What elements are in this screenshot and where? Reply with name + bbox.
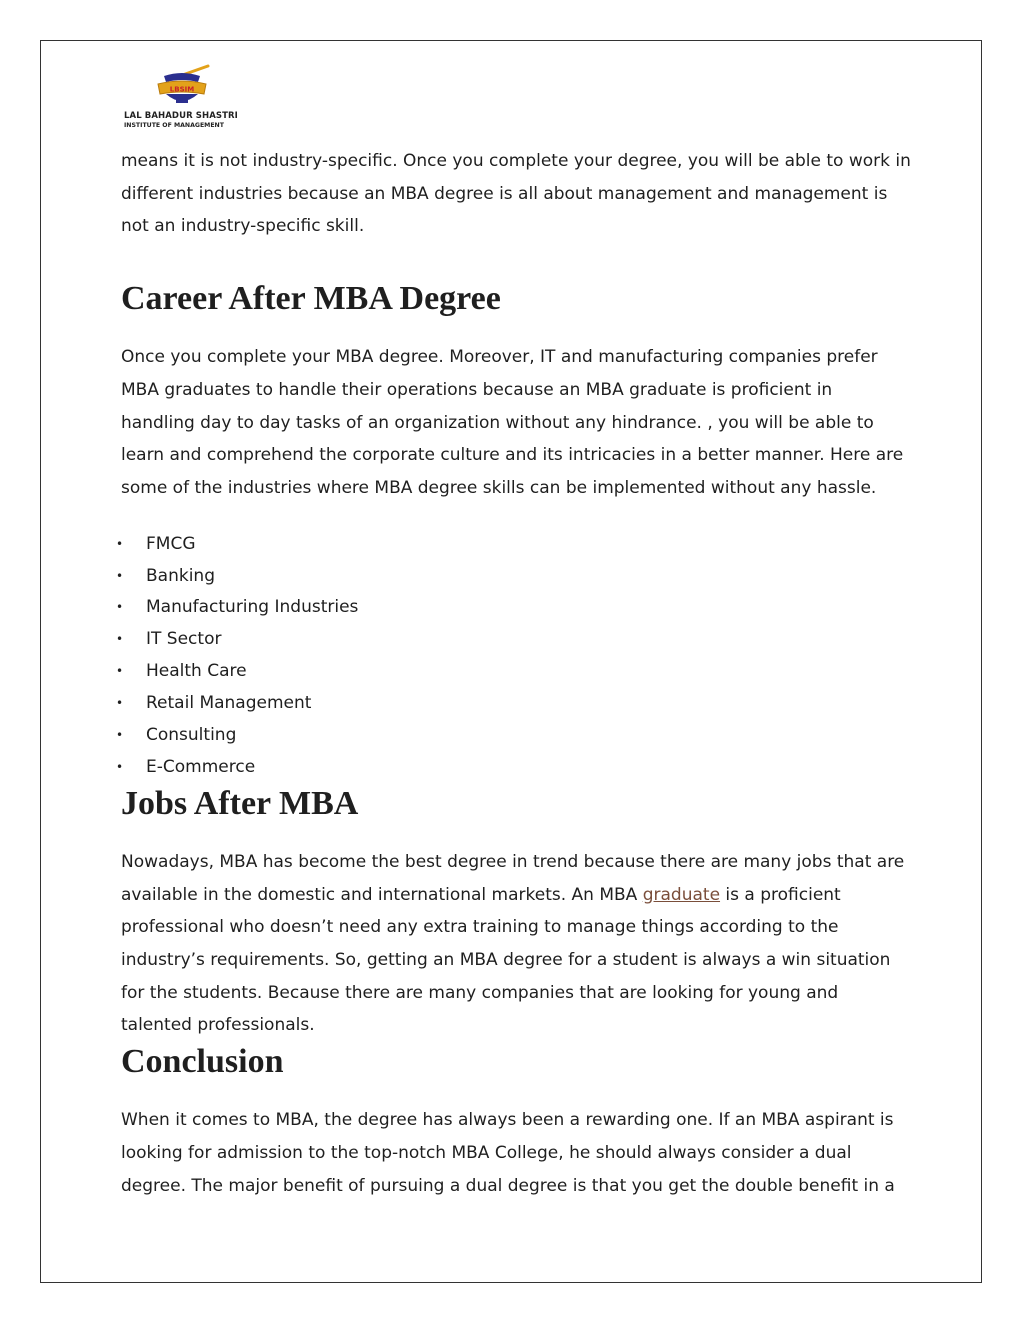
bullet-icon: • <box>116 632 124 647</box>
career-paragraph: Once you complete your MBA degree. Moreover, IT and manufacturing companies prefer MBA graduates to handle their operations because an MBA graduate is proficient in handling day to day tasks of an organization without any hindrance. , you will be able to learn and comprehend the corporate culture and its intricacies in a better manner. Here are some of the industries where MBA degree skills can be implemented without any hassle. <box>121 347 904 498</box>
institute-logo <box>124 64 240 134</box>
bullet-icon: • <box>116 568 124 583</box>
list-item: • Manufacturing Industries <box>121 592 911 624</box>
list-item: • Health Care <box>121 656 911 688</box>
list-item: • Retail Management <box>121 688 911 720</box>
heading-career-after-mba: Career After MBA Degree <box>121 280 501 318</box>
intro-paragraph: means it is not industry-specific. Once you complete your degree, you will be able to work in different industries because an MBA degree is all about management and management is not an industry-specific skill. <box>121 151 911 237</box>
bullet-icon: • <box>116 664 124 679</box>
emblem-text: LBSIM <box>169 85 195 94</box>
logo-line-1: LAL BAHADUR SHASTRI <box>124 111 238 121</box>
list-item: • IT Sector <box>121 624 911 656</box>
logo-wordmark <box>124 111 238 131</box>
bullet-icon: • <box>116 728 124 743</box>
bullet-icon: • <box>116 600 124 615</box>
jobs-paragraph: Nowadays, MBA has become the best degree in trend because there are many jobs that are available in the domestic and international markets. An MBA graduate is a proficient professional who doesn’t need any extra training to manage things according to the industry’s requirements. So, getting an MBA degree for a student is always a win situation for the students. Because there are many companies that are looking for young and talented professionals. <box>121 851 905 1036</box>
list-item: • FMCG <box>121 529 911 561</box>
bullet-icon: • <box>116 536 124 551</box>
conclusion-paragraph: When it comes to MBA, the degree has always been a rewarding one. If an MBA aspirant is looking for admission to the top-notch MBA College, he should always consider a dual degree. The major benefit of pursuing a dual degree is that you get the double benefit in a <box>121 1110 895 1196</box>
heading-jobs-after-mba: Jobs After MBA <box>121 784 359 822</box>
list-item: • Banking <box>121 561 911 593</box>
list-item: • E-Commerce <box>121 752 911 784</box>
bullet-icon: • <box>116 696 124 711</box>
logo-line-2: INSTITUTE OF MANAGEMENT <box>124 122 224 129</box>
graduate-link[interactable]: graduate <box>642 884 721 905</box>
bullet-icon: • <box>116 759 124 774</box>
heading-conclusion: Conclusion <box>121 1043 284 1081</box>
industries-list <box>116 529 911 784</box>
list-item: • Consulting <box>121 720 911 752</box>
lbsim-emblem-icon <box>152 64 212 110</box>
document-body <box>116 145 911 1202</box>
